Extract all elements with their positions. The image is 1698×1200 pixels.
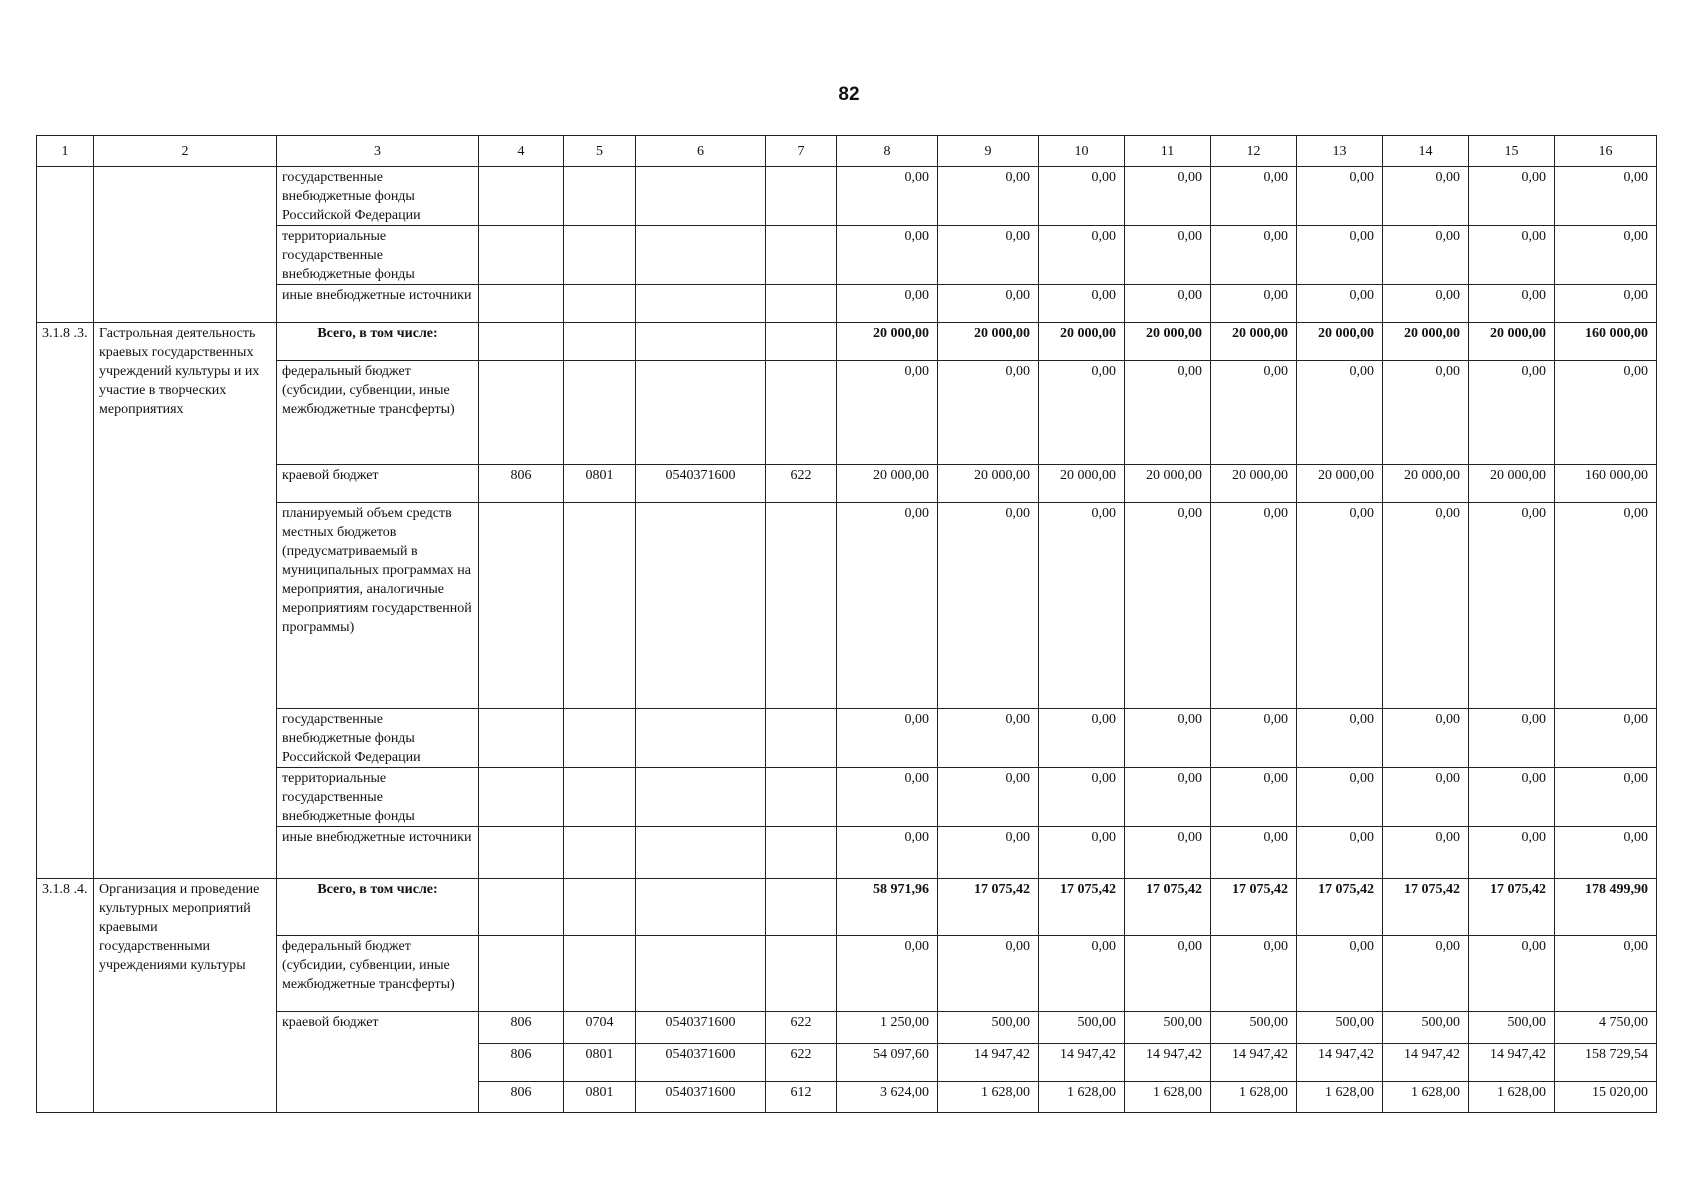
funding-source-cell: краевой бюджет: [277, 465, 479, 503]
code-cell-5: [564, 827, 636, 879]
amount-cell: 0,00: [1383, 285, 1469, 323]
table-body: [37, 167, 1657, 1113]
column-header: 3: [277, 136, 479, 167]
amount-cell: 17 075,42: [1039, 879, 1125, 936]
code-cell-6: 0540371600: [636, 1012, 766, 1044]
amount-cell: 0,00: [837, 285, 938, 323]
amount-cell: 14 947,42: [1297, 1044, 1383, 1082]
amount-cell: 0,00: [1297, 361, 1383, 465]
amount-cell: 20 000,00: [1125, 323, 1211, 361]
amount-cell: 0,00: [1297, 226, 1383, 285]
code-cell-5: [564, 323, 636, 361]
amount-cell: 160 000,00: [1555, 323, 1657, 361]
code-cell-4: 806: [479, 1012, 564, 1044]
amount-cell: 0,00: [938, 709, 1039, 768]
code-cell-5: [564, 361, 636, 465]
amount-cell: 0,00: [1383, 226, 1469, 285]
code-cell-4: [479, 285, 564, 323]
code-cell-7: [766, 226, 837, 285]
table-row: [37, 503, 1657, 709]
funding-source-cell: федеральный бюджет (субсидии, субвенции, иные межбюджетные трансферты): [277, 936, 479, 1012]
code-cell-4: [479, 879, 564, 936]
amount-cell: 0,00: [1469, 936, 1555, 1012]
amount-cell: 500,00: [1469, 1012, 1555, 1044]
amount-cell: 0,00: [1125, 709, 1211, 768]
amount-cell: 0,00: [837, 503, 938, 709]
table-row: [37, 936, 1657, 1012]
code-cell-7: [766, 167, 837, 226]
amount-cell: 1 628,00: [1469, 1082, 1555, 1113]
amount-cell: 0,00: [1469, 503, 1555, 709]
code-cell-5: [564, 709, 636, 768]
amount-cell: 17 075,42: [1125, 879, 1211, 936]
table-row: [37, 709, 1657, 768]
section-number-cell: 3.1.8 .3.: [37, 323, 94, 879]
code-cell-6: [636, 361, 766, 465]
amount-cell: 0,00: [1125, 768, 1211, 827]
amount-cell: 0,00: [837, 709, 938, 768]
amount-cell: 20 000,00: [1125, 465, 1211, 503]
amount-cell: 0,00: [1469, 361, 1555, 465]
page-number: 82: [838, 84, 860, 105]
code-cell-6: [636, 827, 766, 879]
amount-cell: 0,00: [1555, 827, 1657, 879]
amount-cell: 0,00: [1297, 503, 1383, 709]
code-cell-6: [636, 323, 766, 361]
amount-cell: 58 971,96: [837, 879, 938, 936]
column-header: 7: [766, 136, 837, 167]
amount-cell: 0,00: [1555, 709, 1657, 768]
column-header: 11: [1125, 136, 1211, 167]
amount-cell: 0,00: [1125, 361, 1211, 465]
amount-cell: 0,00: [1297, 167, 1383, 226]
activity-name-cell: Организация и проведение культурных мероприятий краевыми государственными учреждениями культуры: [94, 879, 277, 1113]
column-header: 9: [938, 136, 1039, 167]
amount-cell: 0,00: [1469, 285, 1555, 323]
amount-cell: 0,00: [1469, 167, 1555, 226]
column-header: 8: [837, 136, 938, 167]
code-cell-7: [766, 879, 837, 936]
amount-cell: 20 000,00: [1469, 323, 1555, 361]
amount-cell: 0,00: [1039, 709, 1125, 768]
column-header: 5: [564, 136, 636, 167]
amount-cell: 0,00: [1039, 768, 1125, 827]
amount-cell: 14 947,42: [1383, 1044, 1469, 1082]
amount-cell: 0,00: [1555, 285, 1657, 323]
amount-cell: 0,00: [938, 285, 1039, 323]
amount-cell: 0,00: [1383, 936, 1469, 1012]
table-row: [37, 465, 1657, 503]
amount-cell: 0,00: [1469, 768, 1555, 827]
code-cell-5: [564, 768, 636, 827]
amount-cell: 0,00: [1039, 503, 1125, 709]
funding-source-cell: территориальные государственные внебюджетные фонды: [277, 768, 479, 827]
amount-cell: 0,00: [1211, 768, 1297, 827]
amount-cell: 14 947,42: [938, 1044, 1039, 1082]
code-cell-7: [766, 503, 837, 709]
amount-cell: 1 628,00: [1039, 1082, 1125, 1113]
amount-cell: 20 000,00: [1297, 323, 1383, 361]
amount-cell: 0,00: [1383, 827, 1469, 879]
amount-cell: 1 628,00: [938, 1082, 1039, 1113]
amount-cell: 160 000,00: [1555, 465, 1657, 503]
section-number-cell: [37, 167, 94, 323]
column-header: 12: [1211, 136, 1297, 167]
code-cell-5: 0801: [564, 1044, 636, 1082]
code-cell-7: [766, 361, 837, 465]
amount-cell: 17 075,42: [938, 879, 1039, 936]
amount-cell: 4 750,00: [1555, 1012, 1657, 1044]
amount-cell: 0,00: [1039, 827, 1125, 879]
amount-cell: 0,00: [1555, 167, 1657, 226]
code-cell-5: [564, 285, 636, 323]
code-cell-4: [479, 936, 564, 1012]
code-cell-5: 0704: [564, 1012, 636, 1044]
amount-cell: 0,00: [1555, 226, 1657, 285]
amount-cell: 500,00: [1211, 1012, 1297, 1044]
code-cell-4: 806: [479, 465, 564, 503]
amount-cell: 17 075,42: [1383, 879, 1469, 936]
amount-cell: 0,00: [1039, 285, 1125, 323]
code-cell-7: [766, 936, 837, 1012]
code-cell-5: [564, 167, 636, 226]
amount-cell: 178 499,90: [1555, 879, 1657, 936]
amount-cell: 0,00: [1125, 226, 1211, 285]
activity-name-cell: [94, 167, 277, 323]
funding-source-cell: Всего, в том числе:: [277, 879, 479, 936]
amount-cell: 14 947,42: [1125, 1044, 1211, 1082]
code-cell-7: 612: [766, 1082, 837, 1113]
code-cell-7: [766, 323, 837, 361]
amount-cell: 0,00: [1125, 285, 1211, 323]
column-header: 15: [1469, 136, 1555, 167]
amount-cell: 0,00: [1555, 936, 1657, 1012]
amount-cell: 0,00: [1555, 503, 1657, 709]
code-cell-7: 622: [766, 1012, 837, 1044]
table-row: [37, 879, 1657, 936]
column-header-row: [37, 136, 1657, 167]
code-cell-6: [636, 709, 766, 768]
amount-cell: 20 000,00: [1383, 323, 1469, 361]
amount-cell: 0,00: [1039, 167, 1125, 226]
amount-cell: 0,00: [1469, 709, 1555, 768]
amount-cell: 0,00: [1211, 361, 1297, 465]
amount-cell: 0,00: [837, 361, 938, 465]
amount-cell: 0,00: [837, 936, 938, 1012]
code-cell-7: 622: [766, 1044, 837, 1082]
code-cell-7: [766, 827, 837, 879]
amount-cell: 20 000,00: [1211, 323, 1297, 361]
amount-cell: 17 075,42: [1297, 879, 1383, 936]
amount-cell: 20 000,00: [1383, 465, 1469, 503]
table-row: [37, 361, 1657, 465]
code-cell-4: [479, 768, 564, 827]
amount-cell: 17 075,42: [1211, 879, 1297, 936]
amount-cell: 0,00: [1211, 167, 1297, 226]
table-row: [37, 768, 1657, 827]
code-cell-5: 0801: [564, 1082, 636, 1113]
amount-cell: 20 000,00: [837, 465, 938, 503]
table-row: [37, 1012, 1657, 1044]
amount-cell: 500,00: [1383, 1012, 1469, 1044]
amount-cell: 0,00: [837, 827, 938, 879]
code-cell-6: [636, 879, 766, 936]
amount-cell: 0,00: [938, 226, 1039, 285]
amount-cell: 0,00: [837, 768, 938, 827]
code-cell-7: [766, 285, 837, 323]
budget-table: [36, 135, 1657, 1113]
amount-cell: 14 947,42: [1211, 1044, 1297, 1082]
code-cell-4: [479, 226, 564, 285]
code-cell-4: 806: [479, 1044, 564, 1082]
amount-cell: 0,00: [1297, 285, 1383, 323]
code-cell-4: 806: [479, 1082, 564, 1113]
column-header: 1: [37, 136, 94, 167]
table-row: [37, 827, 1657, 879]
amount-cell: 0,00: [938, 361, 1039, 465]
code-cell-4: [479, 167, 564, 226]
amount-cell: 1 628,00: [1211, 1082, 1297, 1113]
column-header: 2: [94, 136, 277, 167]
amount-cell: 0,00: [938, 827, 1039, 879]
code-cell-7: [766, 768, 837, 827]
amount-cell: 0,00: [1383, 768, 1469, 827]
funding-source-cell: краевой бюджет: [277, 1012, 479, 1113]
code-cell-7: [766, 709, 837, 768]
amount-cell: 0,00: [1125, 503, 1211, 709]
code-cell-5: [564, 503, 636, 709]
code-cell-6: 0540371600: [636, 1044, 766, 1082]
amount-cell: 3 624,00: [837, 1082, 938, 1113]
amount-cell: 0,00: [1125, 936, 1211, 1012]
amount-cell: 500,00: [1039, 1012, 1125, 1044]
column-header: 4: [479, 136, 564, 167]
code-cell-4: [479, 323, 564, 361]
activity-name-cell: Гастрольная деятельность краевых государственных учреждений культуры и их участие в творческих мероприятиях: [94, 323, 277, 879]
amount-cell: 0,00: [938, 768, 1039, 827]
amount-cell: 0,00: [1555, 768, 1657, 827]
table-row: [37, 226, 1657, 285]
amount-cell: 54 097,60: [837, 1044, 938, 1082]
code-cell-6: [636, 936, 766, 1012]
amount-cell: 0,00: [1297, 936, 1383, 1012]
amount-cell: 0,00: [1211, 827, 1297, 879]
amount-cell: 0,00: [1383, 503, 1469, 709]
amount-cell: 0,00: [1211, 936, 1297, 1012]
amount-cell: 0,00: [1469, 226, 1555, 285]
column-header: 13: [1297, 136, 1383, 167]
amount-cell: 1 250,00: [837, 1012, 938, 1044]
amount-cell: 20 000,00: [1211, 465, 1297, 503]
amount-cell: 0,00: [1297, 768, 1383, 827]
funding-source-cell: территориальные государственные внебюджетные фонды: [277, 226, 479, 285]
amount-cell: 0,00: [1211, 709, 1297, 768]
amount-cell: 1 628,00: [1297, 1082, 1383, 1113]
amount-cell: 500,00: [938, 1012, 1039, 1044]
column-header: 10: [1039, 136, 1125, 167]
amount-cell: 0,00: [1469, 827, 1555, 879]
amount-cell: 15 020,00: [1555, 1082, 1657, 1113]
code-cell-6: [636, 285, 766, 323]
amount-cell: 20 000,00: [938, 323, 1039, 361]
funding-source-cell: Всего, в том числе:: [277, 323, 479, 361]
amount-cell: 0,00: [1297, 709, 1383, 768]
amount-cell: 0,00: [1297, 827, 1383, 879]
amount-cell: 0,00: [1039, 226, 1125, 285]
amount-cell: 20 000,00: [938, 465, 1039, 503]
funding-source-cell: государственные внебюджетные фонды Российской Федерации: [277, 709, 479, 768]
funding-source-cell: федеральный бюджет (субсидии, субвенции, иные межбюджетные трансферты): [277, 361, 479, 465]
amount-cell: 0,00: [1039, 936, 1125, 1012]
amount-cell: 20 000,00: [1469, 465, 1555, 503]
code-cell-6: 0540371600: [636, 1082, 766, 1113]
table-row: [37, 167, 1657, 226]
code-cell-7: 622: [766, 465, 837, 503]
amount-cell: 20 000,00: [1039, 323, 1125, 361]
amount-cell: 0,00: [1383, 167, 1469, 226]
amount-cell: 1 628,00: [1125, 1082, 1211, 1113]
amount-cell: 14 947,42: [1039, 1044, 1125, 1082]
amount-cell: 0,00: [1555, 361, 1657, 465]
amount-cell: 20 000,00: [837, 323, 938, 361]
code-cell-6: [636, 768, 766, 827]
amount-cell: 14 947,42: [1469, 1044, 1555, 1082]
funding-source-cell: иные внебюджетные источники: [277, 827, 479, 879]
code-cell-4: [479, 709, 564, 768]
code-cell-5: [564, 936, 636, 1012]
code-cell-6: [636, 503, 766, 709]
amount-cell: 0,00: [837, 167, 938, 226]
code-cell-6: [636, 167, 766, 226]
amount-cell: 0,00: [837, 226, 938, 285]
table-row: [37, 323, 1657, 361]
amount-cell: 0,00: [1125, 827, 1211, 879]
amount-cell: 20 000,00: [1039, 465, 1125, 503]
funding-source-cell: иные внебюджетные источники: [277, 285, 479, 323]
amount-cell: 0,00: [1383, 361, 1469, 465]
code-cell-5: [564, 879, 636, 936]
amount-cell: 158 729,54: [1555, 1044, 1657, 1082]
amount-cell: 1 628,00: [1383, 1082, 1469, 1113]
column-header: 16: [1555, 136, 1657, 167]
funding-source-cell: планируемый объем средств местных бюджетов (предусматриваемый в муниципальных программах на мероприятия, аналогичные мероприятиям государственной программы): [277, 503, 479, 709]
amount-cell: 0,00: [938, 936, 1039, 1012]
amount-cell: 500,00: [1297, 1012, 1383, 1044]
amount-cell: 17 075,42: [1469, 879, 1555, 936]
column-header: 14: [1383, 136, 1469, 167]
amount-cell: 20 000,00: [1297, 465, 1383, 503]
amount-cell: 0,00: [1039, 361, 1125, 465]
section-number-cell: 3.1.8 .4.: [37, 879, 94, 1113]
amount-cell: 0,00: [1125, 167, 1211, 226]
code-cell-6: [636, 226, 766, 285]
table-row: [37, 285, 1657, 323]
amount-cell: 0,00: [1383, 709, 1469, 768]
code-cell-6: 0540371600: [636, 465, 766, 503]
code-cell-4: [479, 361, 564, 465]
code-cell-4: [479, 827, 564, 879]
column-header: 6: [636, 136, 766, 167]
amount-cell: 0,00: [1211, 503, 1297, 709]
amount-cell: 0,00: [938, 167, 1039, 226]
amount-cell: 0,00: [1211, 226, 1297, 285]
amount-cell: 0,00: [938, 503, 1039, 709]
amount-cell: 500,00: [1125, 1012, 1211, 1044]
code-cell-5: [564, 226, 636, 285]
funding-source-cell: государственные внебюджетные фонды Российской Федерации: [277, 167, 479, 226]
amount-cell: 0,00: [1211, 285, 1297, 323]
code-cell-4: [479, 503, 564, 709]
code-cell-5: 0801: [564, 465, 636, 503]
